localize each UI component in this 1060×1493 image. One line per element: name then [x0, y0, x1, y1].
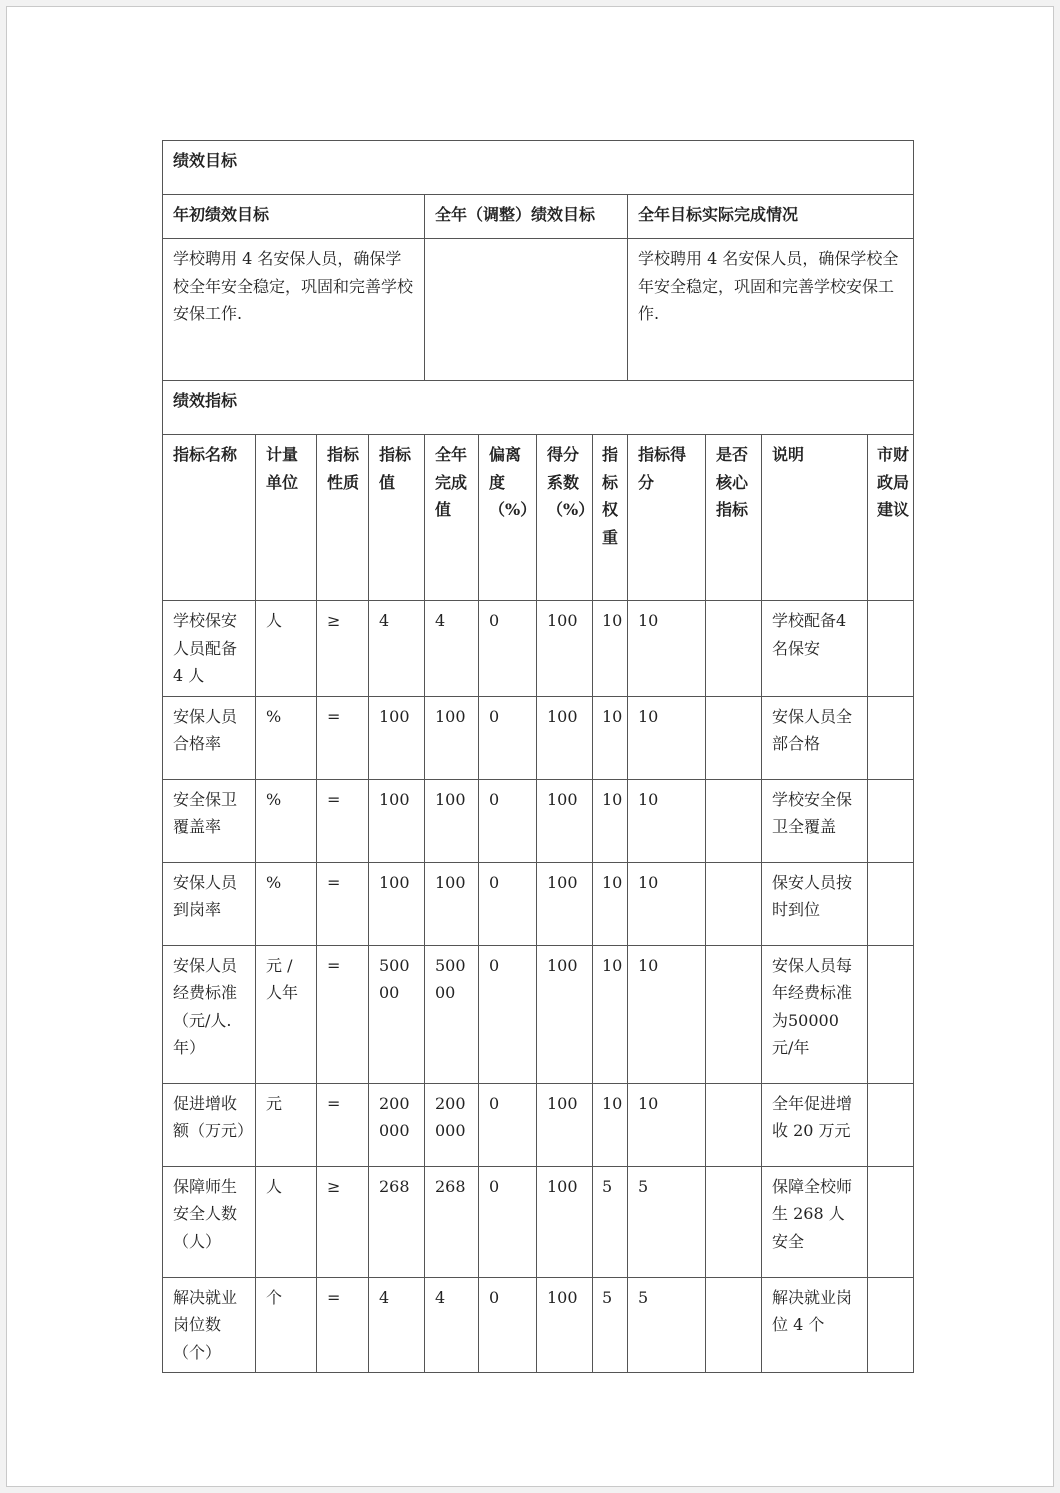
- col-header-deviation: 偏离度（%）: [479, 435, 537, 601]
- col-header-nature: 指标性质: [317, 435, 369, 601]
- indicator-unit-cell: %: [256, 779, 317, 862]
- col-header-actual: 全年完成值: [425, 435, 479, 601]
- indicator-coefficient-cell: 100: [537, 945, 593, 1083]
- indicator-core-cell: [706, 862, 762, 945]
- indicator-weight-cell: 10: [593, 601, 628, 697]
- indicator-deviation-cell: 0: [479, 862, 537, 945]
- indicator-deviation-cell: 0: [479, 1166, 537, 1277]
- indicator-finance-advice-cell: [868, 862, 914, 945]
- col-header-core: 是否核心指标: [706, 435, 762, 601]
- indicator-deviation-cell: 0: [479, 1277, 537, 1373]
- indicator-row: [163, 1083, 914, 1166]
- indicator-score-cell: 10: [628, 862, 706, 945]
- indicator-nature-cell: ≥: [317, 601, 369, 697]
- indicator-coefficient-cell: 100: [537, 696, 593, 779]
- indicator-name-cell: 安保人员合格率: [163, 696, 256, 779]
- indicator-weight-cell: 10: [593, 862, 628, 945]
- indicator-score-cell: 10: [628, 696, 706, 779]
- indicator-row: [163, 601, 914, 697]
- indicator-actual-cell: 100: [425, 696, 479, 779]
- indicator-name-cell: 安全保卫覆盖率: [163, 779, 256, 862]
- indicator-nature-cell: =: [317, 779, 369, 862]
- indicator-name-cell: 保障师生安全人数（人）: [163, 1166, 256, 1277]
- indicator-finance-advice-cell: [868, 696, 914, 779]
- indicator-score-cell: 10: [628, 945, 706, 1083]
- indicator-name-cell: 安保人员到岗率: [163, 862, 256, 945]
- indicator-score-cell: 10: [628, 1083, 706, 1166]
- indicator-deviation-cell: 0: [479, 1083, 537, 1166]
- indicator-actual-cell: 100: [425, 779, 479, 862]
- indicator-core-cell: [706, 696, 762, 779]
- indicator-nature-cell: =: [317, 696, 369, 779]
- indicator-description-cell: 解决就业岗位 4 个: [762, 1277, 868, 1373]
- performance-table: [162, 140, 914, 1373]
- indicator-unit-cell: 元 /人年: [256, 945, 317, 1083]
- indicator-target-cell: 268: [369, 1166, 425, 1277]
- goals-header-row: [163, 195, 914, 239]
- indicator-name-cell: 安保人员经费标准（元/人.年）: [163, 945, 256, 1083]
- adjusted-goal-header: 全年（调整）绩效目标: [425, 195, 628, 239]
- indicator-coefficient-cell: 100: [537, 601, 593, 697]
- indicator-coefficient-cell: 100: [537, 779, 593, 862]
- indicator-row: [163, 945, 914, 1083]
- indicator-unit-cell: 个: [256, 1277, 317, 1373]
- indicator-finance-advice-cell: [868, 1277, 914, 1373]
- col-header-name: 指标名称: [163, 435, 256, 601]
- indicator-name-cell: 促进增收额（万元）: [163, 1083, 256, 1166]
- indicator-nature-cell: =: [317, 862, 369, 945]
- indicator-nature-cell: =: [317, 1277, 369, 1373]
- indicator-target-cell: 4: [369, 1277, 425, 1373]
- adjusted-goal-text: [425, 239, 628, 381]
- indicator-row: [163, 1166, 914, 1277]
- indicator-deviation-cell: 0: [479, 696, 537, 779]
- col-header-unit: 计量单位: [256, 435, 317, 601]
- goals-section-title: 绩效目标: [163, 141, 914, 195]
- col-header-weight: 指标权重: [593, 435, 628, 601]
- indicator-finance-advice-cell: [868, 1083, 914, 1166]
- col-header-description: 说明: [762, 435, 868, 601]
- indicator-core-cell: [706, 779, 762, 862]
- indicator-description-cell: 全年促进增收 20 万元: [762, 1083, 868, 1166]
- indicator-row: [163, 779, 914, 862]
- indicator-actual-cell: 100: [425, 862, 479, 945]
- indicator-target-cell: 100: [369, 779, 425, 862]
- indicator-core-cell: [706, 1083, 762, 1166]
- indicator-target-cell: 200000: [369, 1083, 425, 1166]
- indicator-unit-cell: 人: [256, 601, 317, 697]
- indicator-description-cell: 保障全校师生 268 人安全: [762, 1166, 868, 1277]
- col-header-finance-advice: 市财政局建议: [868, 435, 914, 601]
- indicator-coefficient-cell: 100: [537, 1166, 593, 1277]
- indicator-description-cell: 保安人员按时到位: [762, 862, 868, 945]
- indicator-score-cell: 5: [628, 1277, 706, 1373]
- indicator-coefficient-cell: 100: [537, 1277, 593, 1373]
- indicator-nature-cell: =: [317, 1083, 369, 1166]
- indicator-score-cell: 5: [628, 1166, 706, 1277]
- indicator-deviation-cell: 0: [479, 945, 537, 1083]
- indicator-unit-cell: 人: [256, 1166, 317, 1277]
- indicators-header-row: [163, 435, 914, 601]
- indicator-weight-cell: 5: [593, 1166, 628, 1277]
- indicator-core-cell: [706, 945, 762, 1083]
- indicator-unit-cell: 元: [256, 1083, 317, 1166]
- indicator-target-cell: 100: [369, 696, 425, 779]
- indicator-name-cell: 解决就业岗位数（个）: [163, 1277, 256, 1373]
- actual-goal-header: 全年目标实际完成情况: [628, 195, 914, 239]
- indicator-nature-cell: =: [317, 945, 369, 1083]
- indicator-deviation-cell: 0: [479, 601, 537, 697]
- indicator-row: [163, 696, 914, 779]
- indicator-target-cell: 50000: [369, 945, 425, 1083]
- indicator-description-cell: 安保人员全部合格: [762, 696, 868, 779]
- goals-content-row: [163, 239, 914, 381]
- indicator-actual-cell: 4: [425, 1277, 479, 1373]
- indicator-weight-cell: 5: [593, 1277, 628, 1373]
- indicator-finance-advice-cell: [868, 1166, 914, 1277]
- indicator-coefficient-cell: 100: [537, 862, 593, 945]
- indicator-score-cell: 10: [628, 779, 706, 862]
- indicator-rows: [163, 601, 914, 1373]
- indicator-unit-cell: %: [256, 696, 317, 779]
- indicator-coefficient-cell: 100: [537, 1083, 593, 1166]
- indicator-deviation-cell: 0: [479, 779, 537, 862]
- indicator-score-cell: 10: [628, 601, 706, 697]
- indicator-row: [163, 1277, 914, 1373]
- indicator-actual-cell: 268: [425, 1166, 479, 1277]
- indicator-core-cell: [706, 1277, 762, 1373]
- indicator-weight-cell: 10: [593, 696, 628, 779]
- col-header-target: 指标值: [369, 435, 425, 601]
- indicator-target-cell: 100: [369, 862, 425, 945]
- indicator-description-cell: 学校配备4名保安: [762, 601, 868, 697]
- initial-goal-text: 学校聘用 4 名安保人员，确保学校全年安全稳定，巩固和完善学校安保工作.: [163, 239, 425, 381]
- goals-section-row: [163, 141, 914, 195]
- indicator-core-cell: [706, 1166, 762, 1277]
- indicator-finance-advice-cell: [868, 779, 914, 862]
- indicator-row: [163, 862, 914, 945]
- indicator-name-cell: 学校保安人员配备 4 人: [163, 601, 256, 697]
- indicator-target-cell: 4: [369, 601, 425, 697]
- indicator-actual-cell: 50000: [425, 945, 479, 1083]
- document-page: [6, 6, 1054, 1487]
- indicators-section-title: 绩效指标: [163, 381, 914, 435]
- initial-goal-header: 年初绩效目标: [163, 195, 425, 239]
- indicator-unit-cell: %: [256, 862, 317, 945]
- indicators-section-row: [163, 381, 914, 435]
- indicator-weight-cell: 10: [593, 779, 628, 862]
- indicator-weight-cell: 10: [593, 945, 628, 1083]
- indicator-finance-advice-cell: [868, 601, 914, 697]
- indicator-finance-advice-cell: [868, 945, 914, 1083]
- indicator-nature-cell: ≥: [317, 1166, 369, 1277]
- actual-goal-text: 学校聘用 4 名安保人员，确保学校全年安全稳定，巩固和完善学校安保工作.: [628, 239, 914, 381]
- indicator-description-cell: 安保人员每年经费标准为50000 元/年: [762, 945, 868, 1083]
- indicator-actual-cell: 4: [425, 601, 479, 697]
- col-header-coefficient: 得分系数（%）: [537, 435, 593, 601]
- indicator-actual-cell: 200000: [425, 1083, 479, 1166]
- indicator-core-cell: [706, 601, 762, 697]
- indicator-weight-cell: 10: [593, 1083, 628, 1166]
- indicator-description-cell: 学校安全保卫全覆盖: [762, 779, 868, 862]
- col-header-score: 指标得分: [628, 435, 706, 601]
